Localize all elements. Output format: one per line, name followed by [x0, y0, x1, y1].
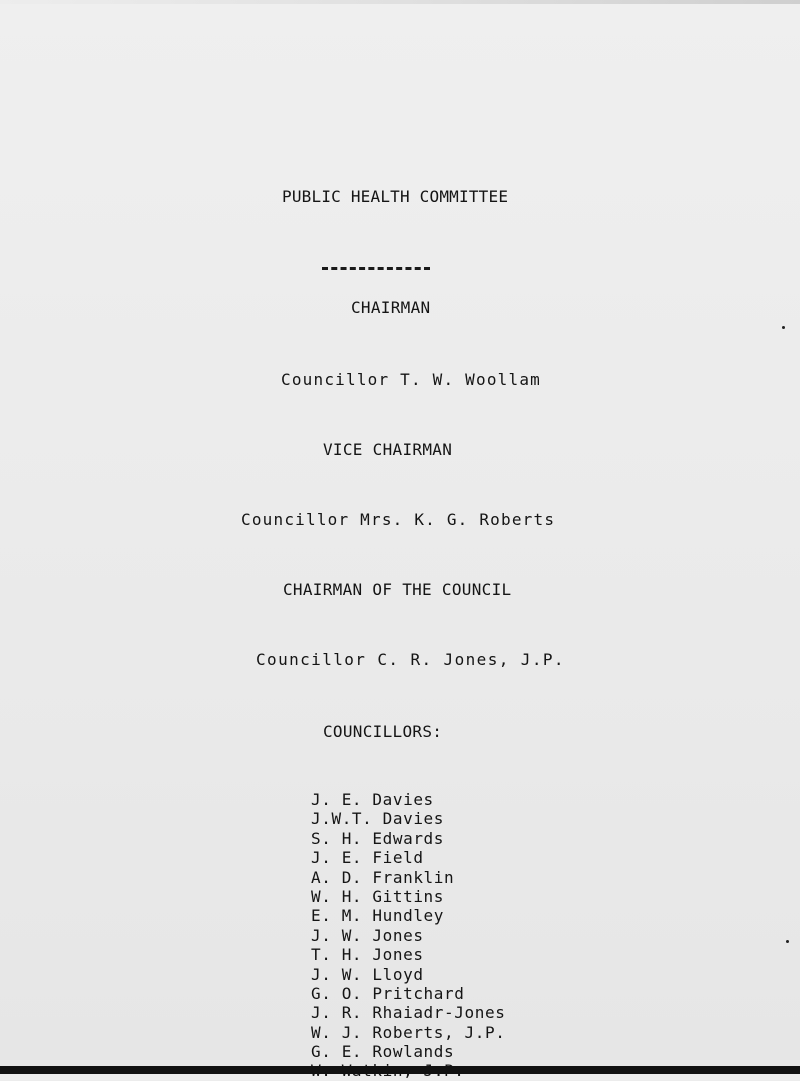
title-underline [322, 267, 430, 270]
councillors-list [311, 790, 505, 1081]
list-item: W. J. Roberts, J.P. [311, 1022, 506, 1042]
list-item: J. W. Lloyd [311, 964, 424, 984]
list-item: J. E. Davies [311, 790, 434, 809]
page-bottom-edge [0, 1066, 800, 1074]
chairman-name: Councillor T. W. Woollam [281, 370, 541, 389]
council-chairman-label: CHAIRMAN OF THE COUNCIL [283, 580, 512, 599]
list-item: J.W.T. Davies [311, 809, 445, 829]
list-item: E. M. Hundley [311, 906, 445, 926]
councillors-label: COUNCILLORS: [323, 722, 443, 741]
council-chairman-name: Councillor C. R. Jones, J.P. [256, 650, 565, 669]
list-item: J. E. Field [311, 848, 424, 868]
list-item: S. H. Edwards [311, 828, 445, 848]
scan-speck [782, 326, 785, 329]
list-item: G. E. Rowlands [311, 1042, 455, 1062]
vice-chairman-label: VICE CHAIRMAN [323, 440, 453, 459]
list-item: W. H. Gittins [311, 886, 445, 906]
document-title: PUBLIC HEALTH COMMITTEE [282, 187, 509, 206]
scan-speck [786, 940, 789, 943]
list-item: G. O. Pritchard [311, 983, 465, 1003]
list-item: J. R. Rhaiadr-Jones [311, 1003, 506, 1023]
vice-chairman-name: Councillor Mrs. K. G. Roberts [241, 510, 556, 529]
page-top-edge [0, 0, 800, 4]
list-item: T. H. Jones [311, 945, 424, 965]
chairman-label: CHAIRMAN [351, 298, 431, 317]
list-item: J. W. Jones [311, 925, 424, 945]
list-item: A. D. Franklin [311, 867, 455, 887]
